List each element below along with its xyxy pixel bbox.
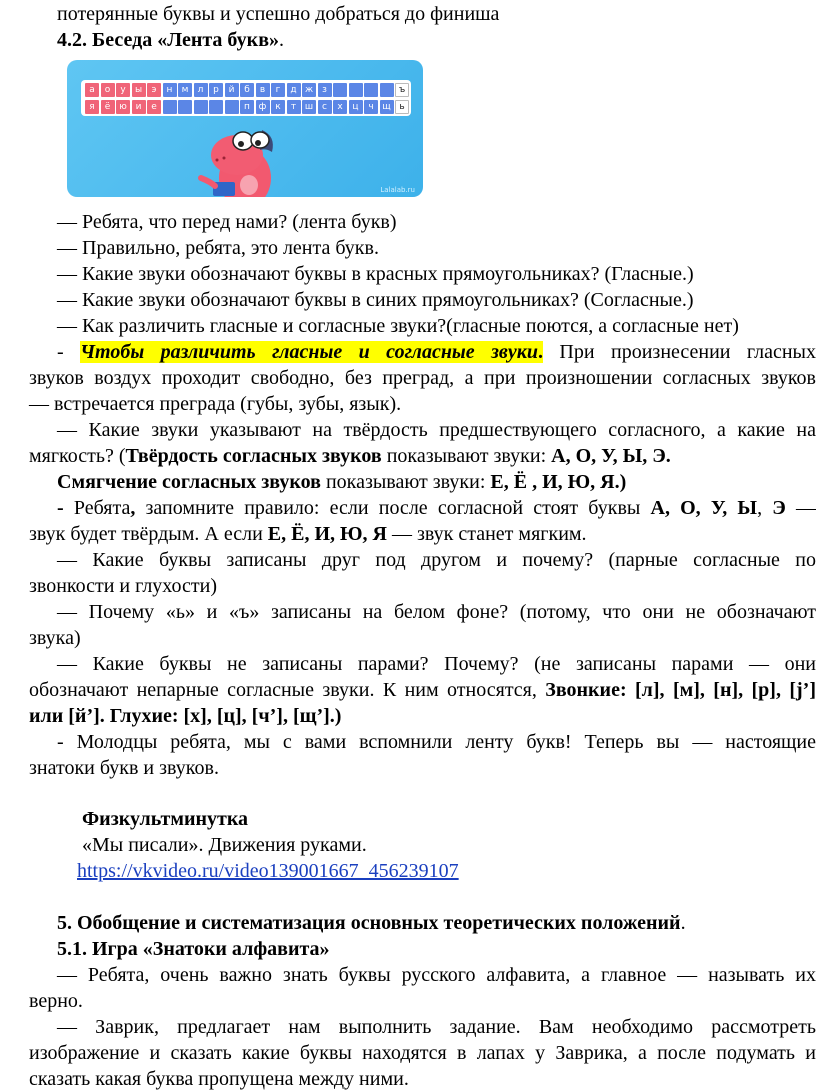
letter-cell: б [240,83,254,97]
letter-cell: л [194,83,208,97]
letter-cell: у [116,83,130,97]
text-line: — встречается преграда (губы, зубы, язык). [29,393,402,415]
highlighted-text: Чтобы различить гласные и согласные звуки. [80,341,543,363]
text-line: или [й’]. Глухие: [х], [ц], [ч’], [щ’].) [29,705,342,727]
letter-cell: с [318,100,332,114]
letter-cell: м [178,83,192,97]
letter-cell: й [225,83,239,97]
letter-cell: ю [116,100,130,114]
text-line: Смягчение согласных звуков показывают звуки: Е, Ё , И, Ю, Я.) [57,471,627,493]
text-line: — Почему «ь» и «ъ» записаны на белом фоне? (потому, что они не обозначают [57,601,816,623]
letter-cell: ц [349,100,363,114]
letter-cell: х [333,100,347,114]
text-line: знатоки букв и звуков. [29,757,219,779]
text-line: изображение и сказать какие буквы находятся в лапах у Заврика, а после подумать и [29,1042,816,1064]
text-line: - Ребята, запомните правило: если после согласной стоят буквы А, О, У, Ы, Э — [57,497,816,519]
letter-cell: з [318,83,332,97]
text-line: мягкость? (Твёрдость согласных звуков показывают звуки: А, О, У, Ы, Э. [29,445,671,467]
letter-cell: ж [302,83,316,97]
text-line: — Правильно, ребята, это лента букв. [57,237,379,259]
letter-cell: г [271,83,285,97]
section-heading: 5.1. Игра «Знатоки алфавита» [57,938,330,960]
subheading: Физкультминутка [82,808,249,830]
letter-cell: е [147,100,161,114]
text-line: сказать какая буква пропущена между ними. [29,1068,409,1090]
text-line: — Какие буквы записаны друг под другом и почему? (парные согласные по [57,549,816,571]
letter-tape-illustration [67,60,423,197]
letter-cell: п [240,100,254,114]
letter-cell: ш [302,100,316,114]
letter-cell: и [132,100,146,114]
letter-cell: к [271,100,285,114]
text-line [77,858,677,884]
letter-cell: ъ [395,83,409,97]
text-line: потерянные буквы и успешно добраться до финиша [57,3,500,25]
letter-cell: д [287,83,301,97]
text-line: - Чтобы различить гласные и согласные звуки. При произнесении гласных [57,341,816,363]
letter-cell: э [147,83,161,97]
letter-cell: р [209,83,223,97]
text-line: — Ребята, что перед нами? (лента букв) [57,211,397,233]
text-line: верно. [29,990,83,1012]
text-line: - Молодцы ребята, мы с вами вспомнили ленту букв! Теперь вы — настоящие [57,731,816,753]
text-line: — Какие звуки указывают на твёрдость предшествующего согласного, а какие на [57,419,816,441]
section-heading: 5. Обобщение и систематизация основных теоретических положений. [57,912,686,934]
dragon-mascot-image [67,60,423,197]
letter-cell: я [85,100,99,114]
letter-cell: ь [395,100,409,114]
letter-cell: ы [132,83,146,97]
text-line: — Какие звуки обозначают буквы в синих прямоугольниках? (Согласные.) [57,289,694,311]
letter-cell: ф [256,100,270,114]
text-line: — Какие звуки обозначают буквы в красных прямоугольниках? (Гласные.) [57,263,694,285]
video-link[interactable]: https://vkvideo.ru/video139001667_456239107 [77,860,459,882]
text-line: — Заврик, предлагает нам выполнить задание. Вам необходимо рассмотреть [57,1016,816,1038]
text-line: обозначают непарные согласные звуки. К ним относятся, Звонкие: [л], [м], [н], [р], [j’] [29,679,816,701]
letter-cell: ё [101,100,115,114]
letter-cell: щ [380,100,394,114]
watermark: Lalalab.ru [380,186,415,194]
letter-cell: в [256,83,270,97]
text-line: звонкости и глухости) [29,575,218,597]
text-line: звук будет твёрдым. А если Е, Ё, И, Ю, Я — звук станет мягким. [29,523,587,545]
letter-cell: ч [364,100,378,114]
text-line: — Какие буквы не записаны парами? Почему? (не записаны парами — они [57,653,816,675]
text-line: «Мы писали». Движения руками. [82,834,367,856]
letter-cell: о [101,83,115,97]
text-line: — Как различить гласные и согласные звуки?(гласные поются, а согласные нет) [57,315,739,337]
letter-cell: а [85,83,99,97]
text-line: звуков воздух проходит свободно, без преград, а при произношении согласных звуков [29,367,816,389]
letter-cell: н [163,83,177,97]
text-line: — Ребята, очень важно знать буквы русского алфавита, а главное — называть их [57,964,816,986]
section-heading: 4.2. Беседа «Лента букв». [57,29,284,51]
text-line: звука) [29,627,81,649]
letter-cell: т [287,100,301,114]
